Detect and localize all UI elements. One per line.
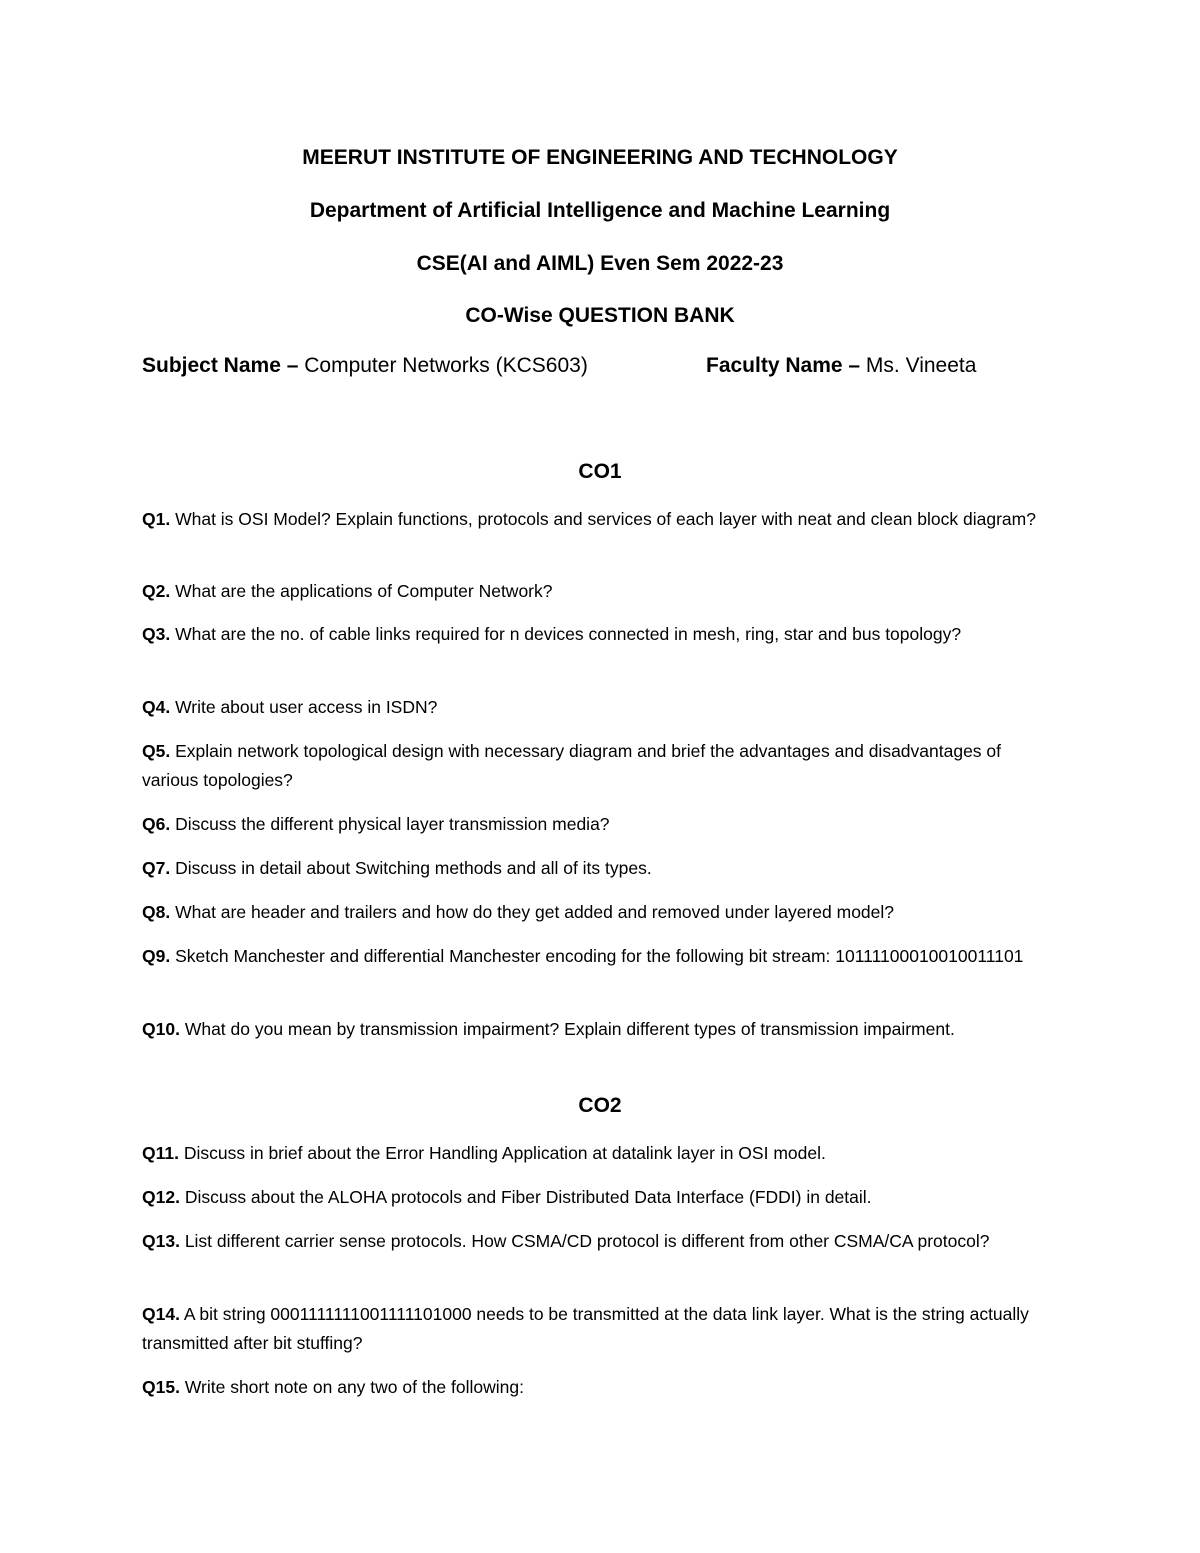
question-text: A bit string 0001111111001111101000 needs to be transmitted at the data link layer. What is the string actually transmitted after bit stuffing? xyxy=(142,1304,1029,1353)
department-name: Department of Artificial Intelligence and Machine Learning xyxy=(309,199,891,222)
question-number: Q13. xyxy=(142,1231,180,1251)
subject-value: Computer Networks (KCS603) xyxy=(298,354,588,377)
question-text: Sketch Manchester and differential Manchester encoding for the following bit stream: 10111100010010011101 xyxy=(170,946,1024,966)
question-number: Q6. xyxy=(142,814,171,834)
question-number: Q10. xyxy=(142,1019,180,1039)
question-text: What are header and trailers and how do they get added and removed under layered model? xyxy=(170,902,895,922)
question-number: Q8. xyxy=(142,902,171,922)
question-text: Discuss in detail about Switching methods and all of its types. xyxy=(170,858,652,878)
section-heading-co2: CO2 xyxy=(578,1094,622,1117)
document-title: CO-Wise QUESTION BANK xyxy=(465,304,735,327)
question-item xyxy=(142,1139,1062,1168)
question-item xyxy=(142,693,1062,722)
question-item xyxy=(142,898,1062,927)
subject-label: Subject Name – xyxy=(142,354,299,377)
question-text: Explain network topological design with necessary diagram and brief the advantages and disadvantages of various topologies? xyxy=(142,741,1002,790)
question-number: Q5. xyxy=(142,741,171,761)
question-item xyxy=(142,1227,1062,1256)
question-number: Q9. xyxy=(142,946,171,966)
question-text: Write short note on any two of the following: xyxy=(179,1377,524,1397)
question-number: Q15. xyxy=(142,1377,180,1397)
section-heading-co1: CO1 xyxy=(578,460,622,483)
question-item xyxy=(142,1183,1062,1212)
question-item xyxy=(142,737,1062,795)
question-text: Discuss about the ALOHA protocols and Fiber Distributed Data Interface (FDDI) in detail. xyxy=(179,1187,872,1207)
faculty-value: Ms. Vineeta xyxy=(860,354,977,377)
question-number: Q14. xyxy=(142,1304,180,1324)
subject-info xyxy=(142,354,588,377)
question-item xyxy=(142,854,1062,883)
question-number: Q7. xyxy=(142,858,171,878)
faculty-info xyxy=(706,353,976,379)
question-item xyxy=(142,1015,1062,1044)
question-item xyxy=(142,505,1062,534)
question-number: Q4. xyxy=(142,697,171,717)
faculty-label: Faculty Name – xyxy=(706,354,861,377)
question-number: Q11. xyxy=(142,1143,179,1163)
question-item xyxy=(142,620,1062,649)
question-item xyxy=(142,810,1062,839)
question-text: What are the applications of Computer Network? xyxy=(170,581,553,601)
question-item xyxy=(142,577,1062,606)
question-item xyxy=(142,1373,1062,1402)
subject-faculty-row xyxy=(142,353,1062,379)
question-text: What is OSI Model? Explain functions, protocols and services of each layer with neat and clean block diagram? xyxy=(170,509,1036,529)
question-text: What are the no. of cable links required for n devices connected in mesh, ring, star and bus topology? xyxy=(170,624,962,644)
question-number: Q1. xyxy=(142,509,171,529)
question-item xyxy=(142,1300,1062,1358)
program-line: CSE(AI and AIML) Even Sem 2022-23 xyxy=(416,252,784,275)
question-item xyxy=(142,942,1062,971)
question-number: Q2. xyxy=(142,581,171,601)
question-number: Q12. xyxy=(142,1187,180,1207)
question-text: Discuss in brief about the Error Handling Application at datalink layer in OSI model. xyxy=(178,1143,826,1163)
institute-name: MEERUT INSTITUTE OF ENGINEERING AND TECHNOLOGY xyxy=(302,146,898,169)
question-text: What do you mean by transmission impairment? Explain different types of transmission impairment. xyxy=(179,1019,955,1039)
question-number: Q3. xyxy=(142,624,171,644)
question-text: Write about user access in ISDN? xyxy=(170,697,438,717)
question-text: Discuss the different physical layer transmission media? xyxy=(170,814,610,834)
question-text: List different carrier sense protocols. How CSMA/CD protocol is different from other CSMA/CA protocol? xyxy=(179,1231,990,1251)
